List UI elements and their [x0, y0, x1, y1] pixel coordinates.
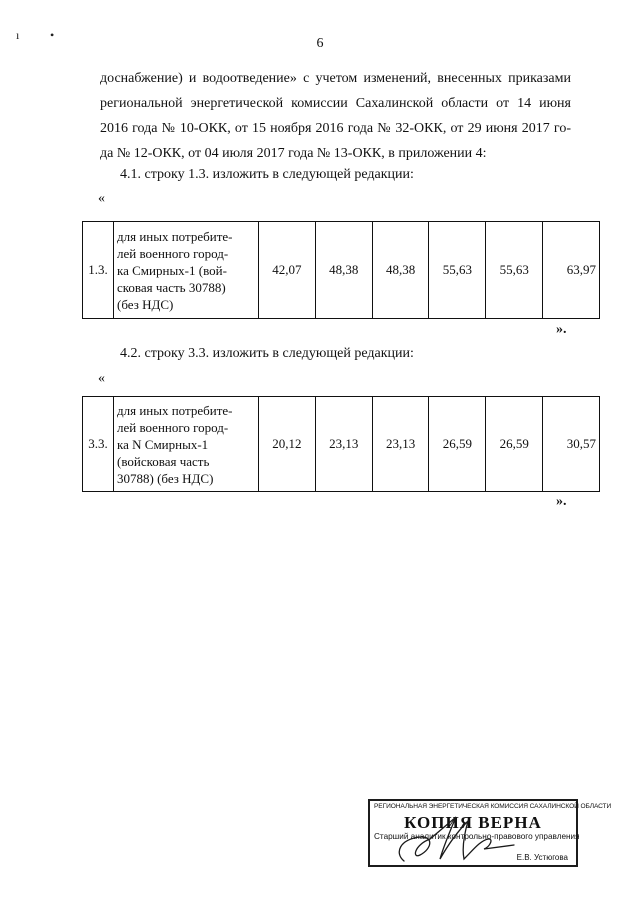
- intro-line: да № 12-ОКК, от 04 июля 2017 года № 13-ОКК, в приложении 4:: [100, 146, 487, 161]
- description-line: лей военного город-: [117, 245, 229, 261]
- handwritten-signature: [390, 809, 540, 867]
- item-heading: 4.2. строку 3.3. изложить в следующей редакции:: [120, 346, 414, 361]
- tariff-value: 48,38: [315, 222, 372, 319]
- tariff-value: 30,57: [543, 397, 600, 492]
- table-row: [83, 397, 600, 492]
- description-line: 30788) (без НДС): [117, 470, 214, 486]
- tariff-value: 20,12: [259, 397, 316, 492]
- item-heading: 4.1. строку 1.3. изложить в следующей редакции:: [120, 167, 414, 182]
- table-row: [83, 222, 600, 319]
- tariff-value: 42,07: [259, 222, 316, 319]
- description-line: ка N Смирных-1: [117, 436, 209, 452]
- margin-mark: ı: [16, 28, 20, 42]
- open-quote: «: [98, 371, 105, 386]
- certification-stamp: [368, 799, 612, 867]
- close-quote: ».: [556, 322, 567, 337]
- open-quote: «: [98, 191, 105, 206]
- tariff-value: 23,13: [315, 397, 372, 492]
- tariff-value: 55,63: [486, 222, 543, 319]
- description-line: лей военного город-: [117, 419, 229, 435]
- description-line: ка Смирных-1 (вой-: [117, 262, 227, 278]
- stamp-organization: РЕГИОНАЛЬНАЯ ЭНЕРГЕТИЧЕСКАЯ КОМИССИЯ САХАЛИНСКОЙ ОБЛАСТИ: [374, 803, 612, 810]
- intro-line: 2016 года № 10-ОКК, от 15 ноября 2016 года № 32-ОКК, от 29 июня 2017 го-: [100, 121, 571, 136]
- tariff-value: 23,13: [372, 397, 429, 492]
- intro-paragraph: [100, 66, 571, 166]
- description-line: (войсковая часть: [117, 453, 210, 469]
- description-line: (без НДС): [117, 296, 174, 312]
- tariff-value: 63,97: [543, 222, 600, 319]
- tariff-value: 26,59: [429, 397, 486, 492]
- stamp-position: Старший аналитик контрольно-правового управления: [374, 832, 580, 841]
- row-number: 3.3.: [83, 397, 114, 492]
- stamp-title: КОПИЯ ВЕРНА: [404, 813, 542, 832]
- description-line: для иных потребите-: [117, 228, 233, 244]
- row-description: [114, 397, 259, 492]
- description-line: для иных потребите-: [117, 402, 233, 418]
- intro-line: региональной энергетической комиссии Сахалинской области от 14 июня: [100, 96, 571, 111]
- margin-mark: •: [50, 28, 55, 42]
- tariff-table: [82, 221, 600, 319]
- tariff-table: [82, 396, 600, 492]
- close-quote: ».: [556, 494, 567, 509]
- intro-line: доснабжение) и водоотведение» с учетом изменений, внесенных приказами: [100, 71, 571, 86]
- description-line: сковая часть 30788): [117, 279, 226, 295]
- row-number: 1.3.: [83, 222, 114, 319]
- tariff-value: 55,63: [429, 222, 486, 319]
- page-number: 6: [316, 36, 324, 51]
- tariff-value: 48,38: [372, 222, 429, 319]
- row-description: [114, 222, 259, 319]
- tariff-value: 26,59: [486, 397, 543, 492]
- stamp-signatory: Е.В. Устюгова: [516, 853, 568, 862]
